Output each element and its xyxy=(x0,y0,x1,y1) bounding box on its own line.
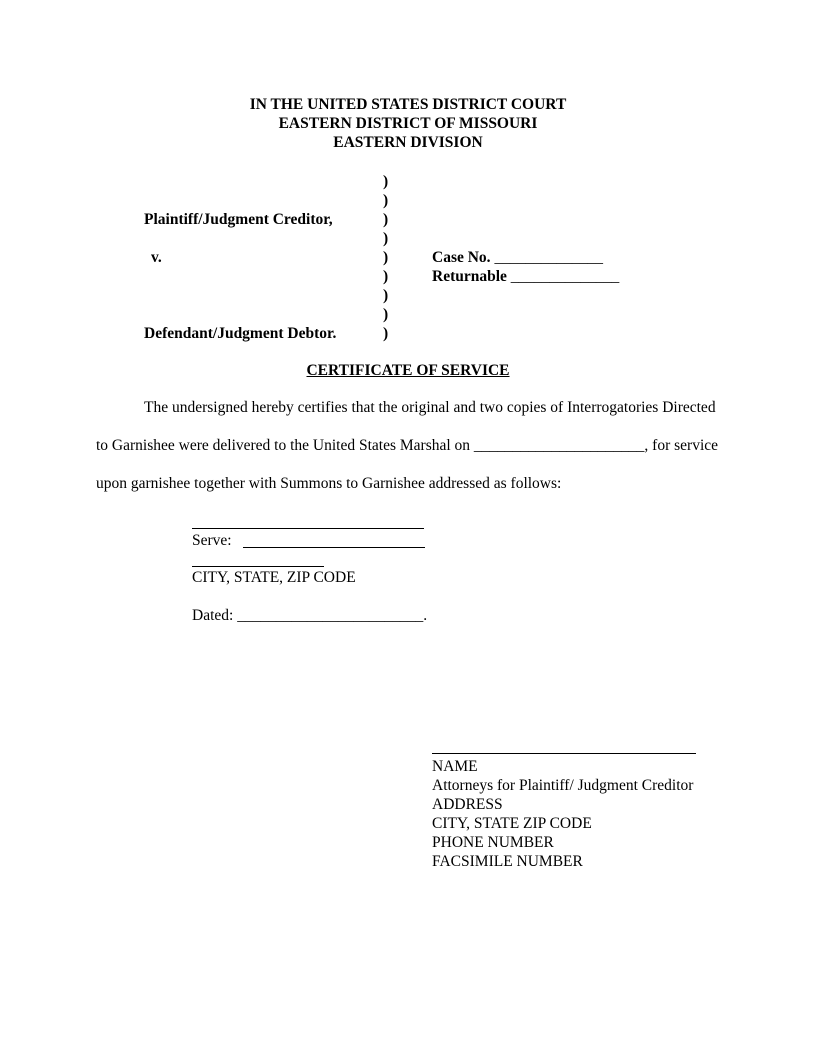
dated-blank[interactable]: ________________________ xyxy=(237,607,424,624)
versus-label: v. xyxy=(151,249,162,266)
paren: ) xyxy=(383,230,389,247)
paren: ) xyxy=(383,268,389,285)
returnable-label: Returnable xyxy=(432,268,507,285)
serve-label: Serve: xyxy=(192,532,232,549)
dated-label: Dated: xyxy=(192,607,234,624)
plaintiff-label: Plaintiff/Judgment Creditor, xyxy=(144,211,333,228)
body-line-1: The undersigned hereby certifies that the original and two copies of Interrogatories Directed xyxy=(144,399,716,416)
signature-city-state-zip: CITY, STATE ZIP CODE xyxy=(432,815,592,832)
paren: ) xyxy=(383,192,389,209)
case-number-blank[interactable]: ______________ xyxy=(494,249,603,266)
body-line-2-end: , for service xyxy=(644,437,719,454)
body-line-2 xyxy=(96,437,718,455)
body-line-2-text: to Garnishee were delivered to the United States Marshal on xyxy=(96,437,471,454)
returnable-blank[interactable]: ______________ xyxy=(510,268,620,285)
district-name: EASTERN DISTRICT OF MISSOURI xyxy=(278,115,538,132)
dated-field[interactable] xyxy=(192,607,427,625)
case-number-label: Case No. xyxy=(432,249,491,266)
paren: ) xyxy=(383,287,389,304)
signature-name: NAME xyxy=(432,758,478,775)
defendant-label: Defendant/Judgment Debtor. xyxy=(144,325,337,342)
serve-line[interactable] xyxy=(243,547,425,548)
paren: ) xyxy=(383,211,389,228)
body-line-3: upon garnishee together with Summons to Garnishee addressed as follows: xyxy=(96,475,562,492)
street-address-line[interactable] xyxy=(192,566,324,567)
signature-address: ADDRESS xyxy=(432,796,503,813)
document-title: CERTIFICATE OF SERVICE xyxy=(306,362,510,379)
paren: ) xyxy=(383,249,389,266)
case-number-field[interactable] xyxy=(432,249,603,267)
division-name: EASTERN DIVISION xyxy=(333,134,483,151)
court-name: IN THE UNITED STATES DISTRICT COURT xyxy=(249,96,567,113)
address-city-state-zip: CITY, STATE, ZIP CODE xyxy=(192,569,356,586)
signature-fax: FACSIMILE NUMBER xyxy=(432,853,583,870)
signature-phone: PHONE NUMBER xyxy=(432,834,554,851)
paren: ) xyxy=(383,173,389,190)
delivery-date-blank[interactable]: ______________________ xyxy=(473,437,645,454)
signature-role: Attorneys for Plaintiff/ Judgment Creditor xyxy=(432,777,694,794)
garnishee-name-line[interactable] xyxy=(192,528,424,529)
dated-period: . xyxy=(423,607,428,624)
signature-line[interactable] xyxy=(432,753,696,754)
returnable-field[interactable] xyxy=(432,268,619,286)
paren: ) xyxy=(383,325,389,342)
paren: ) xyxy=(383,306,389,323)
